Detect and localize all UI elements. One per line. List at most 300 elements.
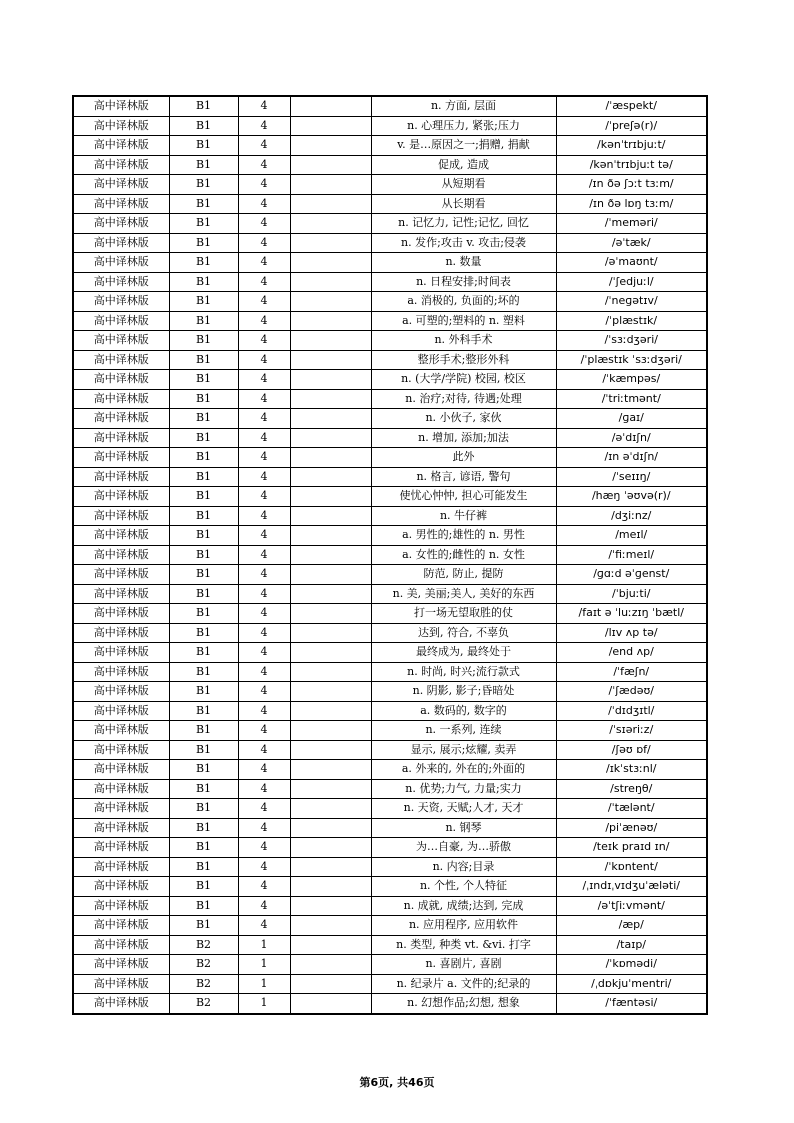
unit-cell: B1 — [169, 155, 238, 175]
phonetic-cell: /ʃəʊ ɒf/ — [556, 740, 707, 760]
textbook-cell: 高中译林版 — [73, 389, 169, 409]
phonetic-cell: /ɪkˈstɜːnl/ — [556, 760, 707, 780]
meaning-cell: n. 格言, 谚语, 警句 — [371, 467, 556, 487]
phonetic-cell: /ˈpreʃə(r)/ — [556, 116, 707, 136]
meaning-cell: n. 天资, 天赋;人才, 天才 — [371, 799, 556, 819]
word-cell — [290, 643, 371, 663]
textbook-cell: 高中译林版 — [73, 545, 169, 565]
word-cell — [290, 818, 371, 838]
lesson-number-cell: 4 — [238, 584, 290, 604]
lesson-number-cell: 4 — [238, 818, 290, 838]
unit-cell: B1 — [169, 545, 238, 565]
lesson-number-cell: 4 — [238, 565, 290, 585]
lesson-number-cell: 4 — [238, 506, 290, 526]
phonetic-cell: /ˈtriːtmənt/ — [556, 389, 707, 409]
unit-cell: B2 — [169, 955, 238, 975]
lesson-number-cell: 4 — [238, 916, 290, 936]
word-cell — [290, 857, 371, 877]
unit-cell: B1 — [169, 740, 238, 760]
phonetic-cell: /taɪp/ — [556, 935, 707, 955]
textbook-cell: 高中译林版 — [73, 682, 169, 702]
meaning-cell: n. 钢琴 — [371, 818, 556, 838]
unit-cell: B1 — [169, 896, 238, 916]
phonetic-cell: /ˈtælənt/ — [556, 799, 707, 819]
textbook-cell: 高中译林版 — [73, 487, 169, 507]
unit-cell: B2 — [169, 935, 238, 955]
meaning-cell: n. 发作;攻击 v. 攻击;侵袭 — [371, 233, 556, 253]
table-row — [73, 799, 707, 819]
lesson-number-cell: 4 — [238, 253, 290, 273]
table-row — [73, 584, 707, 604]
word-cell — [290, 916, 371, 936]
phonetic-cell: /ɡɑːd əˈɡenst/ — [556, 565, 707, 585]
textbook-cell: 高中译林版 — [73, 194, 169, 214]
word-cell — [290, 935, 371, 955]
table-row — [73, 467, 707, 487]
word-cell — [290, 526, 371, 546]
vocabulary-table-body — [73, 96, 707, 1014]
phonetic-cell: /faɪt ə ˈluːzɪŋ ˈbætl/ — [556, 604, 707, 624]
lesson-number-cell: 1 — [238, 974, 290, 994]
phonetic-cell: /teɪk praɪd ɪn/ — [556, 838, 707, 858]
table-row — [73, 116, 707, 136]
table-row — [73, 623, 707, 643]
meaning-cell: n. 时尚, 时兴;流行款式 — [371, 662, 556, 682]
textbook-cell: 高中译林版 — [73, 292, 169, 312]
meaning-cell: a. 女性的;雌性的 n. 女性 — [371, 545, 556, 565]
phonetic-cell: /ˈplæstɪk ˈsɜːdʒəri/ — [556, 350, 707, 370]
textbook-cell: 高中译林版 — [73, 779, 169, 799]
phonetic-cell: /end ʌp/ — [556, 643, 707, 663]
meaning-cell: n. 一系列, 连续 — [371, 721, 556, 741]
page-number: 第6页, 共46页 — [359, 1076, 435, 1089]
meaning-cell: a. 外来的, 外在的;外面的 — [371, 760, 556, 780]
meaning-cell: 为…自豪, 为…骄傲 — [371, 838, 556, 858]
phonetic-cell: /ˈplæstɪk/ — [556, 311, 707, 331]
meaning-cell: 达到, 符合, 不辜负 — [371, 623, 556, 643]
table-row — [73, 701, 707, 721]
lesson-number-cell: 4 — [238, 175, 290, 195]
textbook-cell: 高中译林版 — [73, 311, 169, 331]
unit-cell: B1 — [169, 233, 238, 253]
word-cell — [290, 350, 371, 370]
lesson-number-cell: 1 — [238, 994, 290, 1014]
meaning-cell: a. 可塑的;塑料的 n. 塑料 — [371, 311, 556, 331]
lesson-number-cell: 4 — [238, 116, 290, 136]
meaning-cell: n. 优势;力气, 力量;实力 — [371, 779, 556, 799]
textbook-cell: 高中译林版 — [73, 506, 169, 526]
meaning-cell: v. 是…原因之一;捐赠, 捐献 — [371, 136, 556, 156]
word-cell — [290, 701, 371, 721]
lesson-number-cell: 4 — [238, 682, 290, 702]
meaning-cell: n. 应用程序, 应用软件 — [371, 916, 556, 936]
textbook-cell: 高中译林版 — [73, 662, 169, 682]
table-row — [73, 818, 707, 838]
unit-cell: B1 — [169, 779, 238, 799]
word-cell — [290, 467, 371, 487]
unit-cell: B1 — [169, 448, 238, 468]
table-row — [73, 272, 707, 292]
textbook-cell: 高中译林版 — [73, 448, 169, 468]
table-row — [73, 779, 707, 799]
meaning-cell: 打一场无望取胜的仗 — [371, 604, 556, 624]
word-cell — [290, 955, 371, 975]
phonetic-cell: /əˈtæk/ — [556, 233, 707, 253]
table-row — [73, 350, 707, 370]
lesson-number-cell: 4 — [238, 331, 290, 351]
meaning-cell: 从短期看 — [371, 175, 556, 195]
unit-cell: B1 — [169, 370, 238, 390]
phonetic-cell: /meɪl/ — [556, 526, 707, 546]
table-row — [73, 428, 707, 448]
unit-cell: B2 — [169, 974, 238, 994]
meaning-cell: n. 日程安排;时间表 — [371, 272, 556, 292]
unit-cell: B1 — [169, 350, 238, 370]
lesson-number-cell: 4 — [238, 233, 290, 253]
word-cell — [290, 96, 371, 116]
unit-cell: B1 — [169, 292, 238, 312]
meaning-cell: n. 增加, 添加;加法 — [371, 428, 556, 448]
lesson-number-cell: 4 — [238, 838, 290, 858]
phonetic-cell: /əˈdɪʃn/ — [556, 428, 707, 448]
word-cell — [290, 233, 371, 253]
table-row — [73, 194, 707, 214]
unit-cell: B1 — [169, 428, 238, 448]
lesson-number-cell: 4 — [238, 487, 290, 507]
word-cell — [290, 662, 371, 682]
table-row — [73, 409, 707, 429]
lesson-number-cell: 4 — [238, 409, 290, 429]
unit-cell: B1 — [169, 643, 238, 663]
unit-cell: B1 — [169, 467, 238, 487]
textbook-cell: 高中译林版 — [73, 214, 169, 234]
lesson-number-cell: 4 — [238, 857, 290, 877]
word-cell — [290, 331, 371, 351]
lesson-number-cell: 4 — [238, 194, 290, 214]
table-row — [73, 96, 707, 116]
lesson-number-cell: 4 — [238, 896, 290, 916]
table-row — [73, 526, 707, 546]
textbook-cell: 高中译林版 — [73, 370, 169, 390]
phonetic-cell: /ˈʃedjuːl/ — [556, 272, 707, 292]
word-cell — [290, 721, 371, 741]
textbook-cell: 高中译林版 — [73, 974, 169, 994]
textbook-cell: 高中译林版 — [73, 838, 169, 858]
word-cell — [290, 292, 371, 312]
unit-cell: B1 — [169, 623, 238, 643]
lesson-number-cell: 4 — [238, 428, 290, 448]
phonetic-cell: /ˈfiːmeɪl/ — [556, 545, 707, 565]
phonetic-cell: /ˈkɒntent/ — [556, 857, 707, 877]
word-cell — [290, 389, 371, 409]
table-row — [73, 721, 707, 741]
unit-cell: B1 — [169, 311, 238, 331]
phonetic-cell: /ɪn ðə lɒŋ tɜːm/ — [556, 194, 707, 214]
textbook-cell: 高中译林版 — [73, 272, 169, 292]
meaning-cell: n. 内容;目录 — [371, 857, 556, 877]
textbook-cell: 高中译林版 — [73, 428, 169, 448]
textbook-cell: 高中译林版 — [73, 116, 169, 136]
textbook-cell: 高中译林版 — [73, 740, 169, 760]
unit-cell: B1 — [169, 760, 238, 780]
lesson-number-cell: 4 — [238, 662, 290, 682]
textbook-cell: 高中译林版 — [73, 409, 169, 429]
textbook-cell: 高中译林版 — [73, 604, 169, 624]
lesson-number-cell: 4 — [238, 214, 290, 234]
phonetic-cell: /kənˈtrɪbjuːt tə/ — [556, 155, 707, 175]
table-row — [73, 214, 707, 234]
table-row — [73, 175, 707, 195]
textbook-cell: 高中译林版 — [73, 799, 169, 819]
unit-cell: B1 — [169, 682, 238, 702]
textbook-cell: 高中译林版 — [73, 331, 169, 351]
phonetic-cell: /ˈæspekt/ — [556, 96, 707, 116]
textbook-cell: 高中译林版 — [73, 233, 169, 253]
lesson-number-cell: 4 — [238, 760, 290, 780]
meaning-cell: a. 男性的;雄性的 n. 男性 — [371, 526, 556, 546]
table-row — [73, 311, 707, 331]
lesson-number-cell: 1 — [238, 955, 290, 975]
lesson-number-cell: 4 — [238, 272, 290, 292]
unit-cell: B1 — [169, 818, 238, 838]
lesson-number-cell: 4 — [238, 155, 290, 175]
word-cell — [290, 136, 371, 156]
phonetic-cell: /ˌɪndɪˌvɪdʒuˈæləti/ — [556, 877, 707, 897]
meaning-cell: a. 消极的, 负面的;坏的 — [371, 292, 556, 312]
table-row — [73, 155, 707, 175]
phonetic-cell: /ɪn əˈdɪʃn/ — [556, 448, 707, 468]
table-row — [73, 877, 707, 897]
meaning-cell: n. 纪录片 a. 文件的;纪录的 — [371, 974, 556, 994]
unit-cell: B1 — [169, 526, 238, 546]
table-row — [73, 487, 707, 507]
lesson-number-cell: 4 — [238, 701, 290, 721]
table-row — [73, 994, 707, 1014]
word-cell — [290, 155, 371, 175]
table-row — [73, 604, 707, 624]
textbook-cell: 高中译林版 — [73, 253, 169, 273]
textbook-cell: 高中译林版 — [73, 467, 169, 487]
meaning-cell: n. 幻想作品;幻想, 想象 — [371, 994, 556, 1014]
table-row — [73, 916, 707, 936]
word-cell — [290, 760, 371, 780]
textbook-cell: 高中译林版 — [73, 155, 169, 175]
unit-cell: B1 — [169, 253, 238, 273]
meaning-cell: 最终成为, 最终处于 — [371, 643, 556, 663]
table-row — [73, 682, 707, 702]
textbook-cell: 高中译林版 — [73, 175, 169, 195]
lesson-number-cell: 4 — [238, 721, 290, 741]
lesson-number-cell: 4 — [238, 877, 290, 897]
phonetic-cell: /lɪv ʌp tə/ — [556, 623, 707, 643]
lesson-number-cell: 4 — [238, 448, 290, 468]
lesson-number-cell: 4 — [238, 604, 290, 624]
unit-cell: B1 — [169, 194, 238, 214]
table-row — [73, 643, 707, 663]
phonetic-cell: /ˈʃædəʊ/ — [556, 682, 707, 702]
word-cell — [290, 194, 371, 214]
meaning-cell: n. (大学/学院) 校园, 校区 — [371, 370, 556, 390]
textbook-cell: 高中译林版 — [73, 760, 169, 780]
phonetic-cell: /əˈmaʊnt/ — [556, 253, 707, 273]
phonetic-cell: /ˈfæʃn/ — [556, 662, 707, 682]
unit-cell: B1 — [169, 175, 238, 195]
unit-cell: B1 — [169, 604, 238, 624]
phonetic-cell: /ˈsɪəriːz/ — [556, 721, 707, 741]
phonetic-cell: /əˈtʃiːvmənt/ — [556, 896, 707, 916]
meaning-cell: n. 治疗;对待, 待遇;处理 — [371, 389, 556, 409]
unit-cell: B2 — [169, 994, 238, 1014]
textbook-cell: 高中译林版 — [73, 935, 169, 955]
table-row — [73, 448, 707, 468]
textbook-cell: 高中译林版 — [73, 643, 169, 663]
table-row — [73, 370, 707, 390]
lesson-number-cell: 4 — [238, 740, 290, 760]
meaning-cell: n. 美, 美丽;美人, 美好的东西 — [371, 584, 556, 604]
unit-cell: B1 — [169, 136, 238, 156]
unit-cell: B1 — [169, 272, 238, 292]
unit-cell: B1 — [169, 662, 238, 682]
phonetic-cell: /ˈseɪɪŋ/ — [556, 467, 707, 487]
table-row — [73, 740, 707, 760]
meaning-cell: n. 方面, 层面 — [371, 96, 556, 116]
textbook-cell: 高中译林版 — [73, 526, 169, 546]
meaning-cell: 促成, 造成 — [371, 155, 556, 175]
unit-cell: B1 — [169, 116, 238, 136]
meaning-cell: 使忧心忡忡, 担心可能发生 — [371, 487, 556, 507]
table-row — [73, 331, 707, 351]
phonetic-cell: /ˈbjuːti/ — [556, 584, 707, 604]
unit-cell: B1 — [169, 799, 238, 819]
table-row — [73, 545, 707, 565]
unit-cell: B1 — [169, 409, 238, 429]
unit-cell: B1 — [169, 565, 238, 585]
table-row — [73, 857, 707, 877]
lesson-number-cell: 4 — [238, 779, 290, 799]
meaning-cell: 此外 — [371, 448, 556, 468]
textbook-cell: 高中译林版 — [73, 565, 169, 585]
lesson-number-cell: 4 — [238, 623, 290, 643]
word-cell — [290, 799, 371, 819]
word-cell — [290, 409, 371, 429]
phonetic-cell: /streŋθ/ — [556, 779, 707, 799]
vocabulary-table — [72, 95, 708, 1015]
meaning-cell: a. 数码的, 数字的 — [371, 701, 556, 721]
lesson-number-cell: 4 — [238, 292, 290, 312]
lesson-number-cell: 4 — [238, 370, 290, 390]
meaning-cell: n. 个性, 个人特征 — [371, 877, 556, 897]
meaning-cell: n. 成就, 成绩;达到, 完成 — [371, 896, 556, 916]
unit-cell: B1 — [169, 916, 238, 936]
lesson-number-cell: 4 — [238, 545, 290, 565]
word-cell — [290, 877, 371, 897]
word-cell — [290, 311, 371, 331]
lesson-number-cell: 1 — [238, 935, 290, 955]
phonetic-cell: /ɡaɪ/ — [556, 409, 707, 429]
phonetic-cell: /æp/ — [556, 916, 707, 936]
word-cell — [290, 565, 371, 585]
word-cell — [290, 448, 371, 468]
phonetic-cell: /hæŋ ˈəʊvə(r)/ — [556, 487, 707, 507]
meaning-cell: n. 喜剧片, 喜剧 — [371, 955, 556, 975]
meaning-cell: 显示, 展示;炫耀, 卖弄 — [371, 740, 556, 760]
meaning-cell: 整形手术;整形外科 — [371, 350, 556, 370]
word-cell — [290, 838, 371, 858]
lesson-number-cell: 4 — [238, 526, 290, 546]
meaning-cell: 防范, 防止, 提防 — [371, 565, 556, 585]
phonetic-cell: /piˈænəʊ/ — [556, 818, 707, 838]
textbook-cell: 高中译林版 — [73, 857, 169, 877]
lesson-number-cell: 4 — [238, 311, 290, 331]
textbook-cell: 高中译林版 — [73, 994, 169, 1014]
unit-cell: B1 — [169, 584, 238, 604]
phonetic-cell: /ˈdɪdʒɪtl/ — [556, 701, 707, 721]
textbook-cell: 高中译林版 — [73, 350, 169, 370]
lesson-number-cell: 4 — [238, 467, 290, 487]
table-row — [73, 935, 707, 955]
meaning-cell: n. 小伙子, 家伙 — [371, 409, 556, 429]
lesson-number-cell: 4 — [238, 799, 290, 819]
word-cell — [290, 682, 371, 702]
meaning-cell: 从长期看 — [371, 194, 556, 214]
unit-cell: B1 — [169, 487, 238, 507]
textbook-cell: 高中译林版 — [73, 701, 169, 721]
meaning-cell: n. 类型, 种类 vt. &vi. 打字 — [371, 935, 556, 955]
textbook-cell: 高中译林版 — [73, 896, 169, 916]
meaning-cell: n. 牛仔裤 — [371, 506, 556, 526]
phonetic-cell: /ˈkæmpəs/ — [556, 370, 707, 390]
table-row — [73, 662, 707, 682]
lesson-number-cell: 4 — [238, 96, 290, 116]
table-row — [73, 974, 707, 994]
word-cell — [290, 253, 371, 273]
word-cell — [290, 974, 371, 994]
word-cell — [290, 604, 371, 624]
word-cell — [290, 175, 371, 195]
word-cell — [290, 116, 371, 136]
textbook-cell: 高中译林版 — [73, 818, 169, 838]
unit-cell: B1 — [169, 877, 238, 897]
lesson-number-cell: 4 — [238, 389, 290, 409]
table-row — [73, 760, 707, 780]
word-cell — [290, 994, 371, 1014]
lesson-number-cell: 4 — [238, 136, 290, 156]
lesson-number-cell: 4 — [238, 350, 290, 370]
table-row — [73, 136, 707, 156]
word-cell — [290, 545, 371, 565]
meaning-cell: n. 外科手术 — [371, 331, 556, 351]
lesson-number-cell: 4 — [238, 643, 290, 663]
table-row — [73, 838, 707, 858]
table-row — [73, 292, 707, 312]
phonetic-cell: /ɪn ðə ʃɔːt tɜːm/ — [556, 175, 707, 195]
word-cell — [290, 584, 371, 604]
unit-cell: B1 — [169, 331, 238, 351]
phonetic-cell: /ˈsɜːdʒəri/ — [556, 331, 707, 351]
table-row — [73, 233, 707, 253]
table-row — [73, 955, 707, 975]
textbook-cell: 高中译林版 — [73, 916, 169, 936]
table-row — [73, 253, 707, 273]
phonetic-cell: /ˈmeməri/ — [556, 214, 707, 234]
phonetic-cell: /ˌdɒkjuˈmentri/ — [556, 974, 707, 994]
phonetic-cell: /ˈkɒmədi/ — [556, 955, 707, 975]
phonetic-cell: /ˈfæntəsi/ — [556, 994, 707, 1014]
textbook-cell: 高中译林版 — [73, 623, 169, 643]
table-row — [73, 389, 707, 409]
table-row — [73, 896, 707, 916]
meaning-cell: n. 数量 — [371, 253, 556, 273]
